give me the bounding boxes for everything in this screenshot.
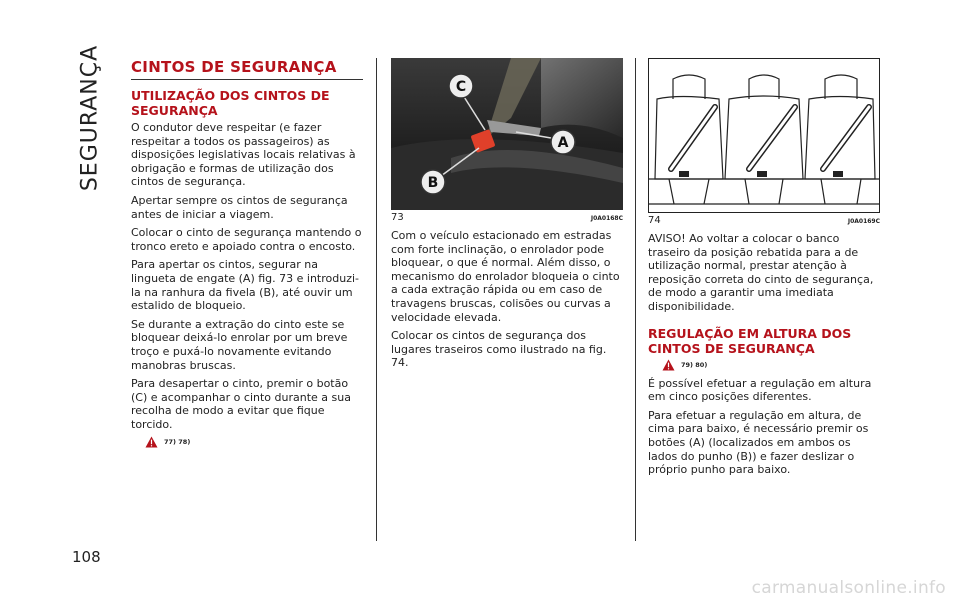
paragraph: O condutor deve respeitar (e fazer respeitar a todos os passageiros) as disposições legislativas locais relativas à obrigação e formas de utilização dos cintos de segurança.	[131, 121, 356, 189]
rear-seats-illustration	[649, 59, 879, 212]
paragraph: Colocar os cintos de segurança dos lugares traseiros como ilustrado na fig. 74.	[391, 329, 607, 370]
figure-number: 73	[391, 212, 404, 223]
figure-label-a: A	[557, 135, 569, 151]
heading-rule	[131, 79, 363, 80]
paragraph: Colocar o cinto de segurança mantendo o tronco ereto e apoiado contra o encosto.	[131, 226, 362, 253]
sub-heading-usage: UTILIZAÇÃO DOS CINTOS DE SEGURANÇA	[131, 88, 330, 118]
paragraph: Para apertar os cintos, segurar na lingueta de engate (A) fig. 73 e introduzi-la na ranhura da fivela (B), até ouvir um estalido de bloqueio.	[131, 258, 360, 313]
main-heading: CINTOS DE SEGURANÇA	[131, 58, 337, 76]
seatbelt-buckle-photo	[391, 58, 623, 210]
paragraph: Para desapertar o cinto, premir o botão (C) e acompanhar o cinto durante a sua recolha de modo a evitar que fique torcido.	[131, 377, 351, 431]
warning-refs: 79) 80)	[681, 360, 708, 369]
warning-reference	[648, 359, 880, 371]
warning-refs: 77) 78)	[164, 438, 191, 447]
figure-code: J0A0168C	[590, 215, 623, 222]
sub-heading-height-adjustment: REGULAÇÃO EM ALTURA DOS CINTOS DE SEGURANÇA	[648, 325, 852, 356]
sidebar-section-title-text: SEGURANÇA	[77, 44, 103, 192]
watermark: carmanualsonline.info	[751, 578, 946, 598]
paragraph: Com o veículo estacionado em estradas com forte inclinação, o enrolador pode bloquear, o que é normal. Além disso, o mecanismo do enrolador bloqueia o cinto a cada extração rápida ou em caso de travagens bruscas, colisões ou curvas a velocidade elevada.	[391, 229, 620, 324]
figure-label-c: C	[455, 79, 467, 95]
figure-caption	[391, 212, 623, 223]
figure-code: J0A0169C	[847, 218, 880, 225]
column-1	[131, 58, 363, 448]
paragraph: Apertar sempre os cintos de segurança antes de iniciar a viagem.	[131, 193, 348, 221]
paragraph: É possível efetuar a regulação em altura em cinco posições diferentes.	[648, 376, 872, 404]
warning-triangle-icon	[662, 359, 675, 371]
paragraph: Se durante a extração do cinto este se bloquear deixá-lo enrolar por um breve troço e puxá-lo novamente evitando manobras bruscas.	[131, 317, 348, 372]
column-2	[391, 58, 623, 375]
paragraph: Para efetuar a regulação em altura, de cima para baixo, é necessário premir os botões (A) (localizados em ambos os lados do punho (B)) e fazer deslizar o próprio punho para baixo.	[648, 408, 869, 477]
column-divider-1	[376, 58, 377, 541]
warning-triangle-icon	[145, 436, 158, 448]
warning-reference	[131, 436, 363, 448]
figure-number: 74	[648, 215, 661, 226]
figure-74	[648, 58, 880, 213]
column-divider-2	[635, 58, 636, 541]
page-number: 108	[72, 548, 101, 566]
figure-73	[391, 58, 623, 210]
column-3	[648, 58, 880, 482]
figure-caption	[648, 215, 880, 226]
figure-label-b: B	[427, 175, 439, 191]
paragraph: AVISO! Ao voltar a colocar o banco traseiro da posição rebatida para a de utilização normal, prestar atenção à reposição correta do cinto de segurança, de modo a garantir uma imediata disponibilidade.	[648, 232, 874, 313]
sidebar-section-title	[72, 44, 108, 192]
